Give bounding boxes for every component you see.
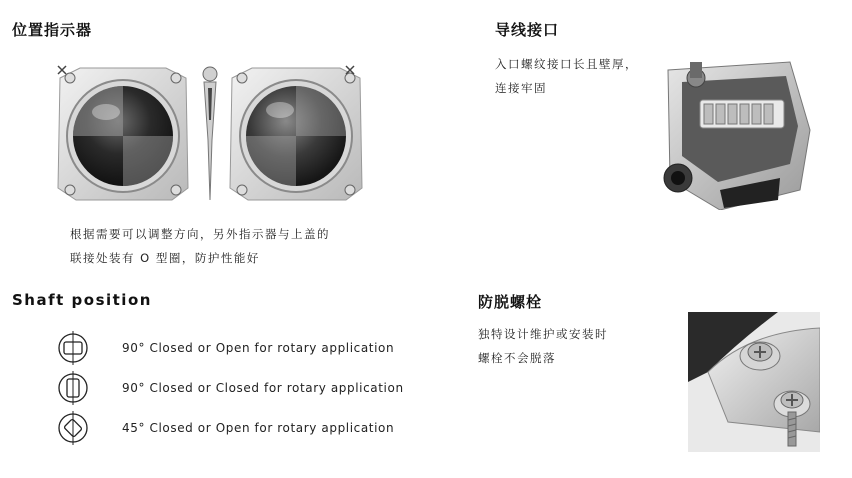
shaft-45-open-icon xyxy=(56,411,90,445)
wiring-desc-line-1: 入口螺纹接口长且壁厚， xyxy=(495,57,638,71)
shaft-row-3 xyxy=(56,411,394,445)
indicator-desc-line-1: 根据需要可以调整方向，另外指示器与上盖的 xyxy=(70,227,330,241)
shaft-row-2-label: 90° Closed or Closed for rotary application xyxy=(122,381,404,395)
shaft-row-2 xyxy=(56,371,404,405)
indicator-description xyxy=(70,222,330,270)
bolt-description xyxy=(478,322,608,370)
indicator-photo xyxy=(48,60,370,210)
shaft-90-open-icon xyxy=(56,331,90,365)
wiring-title: 导线接口 xyxy=(495,21,560,39)
wiring-desc-line-2: 连接牢固 xyxy=(495,81,547,95)
bolt-desc-line-1: 独特设计维护或安装时 xyxy=(478,327,608,341)
shaft-row-1-label: 90° Closed or Open for rotary application xyxy=(122,341,395,355)
indicator-title: 位置指示器 xyxy=(12,21,93,39)
wiring-description xyxy=(495,52,638,100)
shaft-row-1 xyxy=(56,331,394,365)
indicator-desc-line-2: 联接处装有 O 型圈，防护性能好 xyxy=(70,251,260,265)
shaft-90-closed-icon xyxy=(56,371,90,405)
pointer-key-icon xyxy=(203,67,217,200)
shaft-title: Shaft position xyxy=(12,291,152,309)
captive-bolt-icon xyxy=(688,312,820,452)
indicator-left-icon xyxy=(58,66,188,200)
wiring-photo xyxy=(660,60,812,210)
terminal-block-icon xyxy=(664,62,810,210)
indicator-right-icon xyxy=(230,66,362,200)
bolt-desc-line-2: 螺栓不会脱落 xyxy=(478,351,556,365)
bolt-title: 防脱螺栓 xyxy=(478,293,543,311)
bolt-photo xyxy=(688,312,820,452)
shaft-row-3-label: 45° Closed or Open for rotary application xyxy=(122,421,395,435)
